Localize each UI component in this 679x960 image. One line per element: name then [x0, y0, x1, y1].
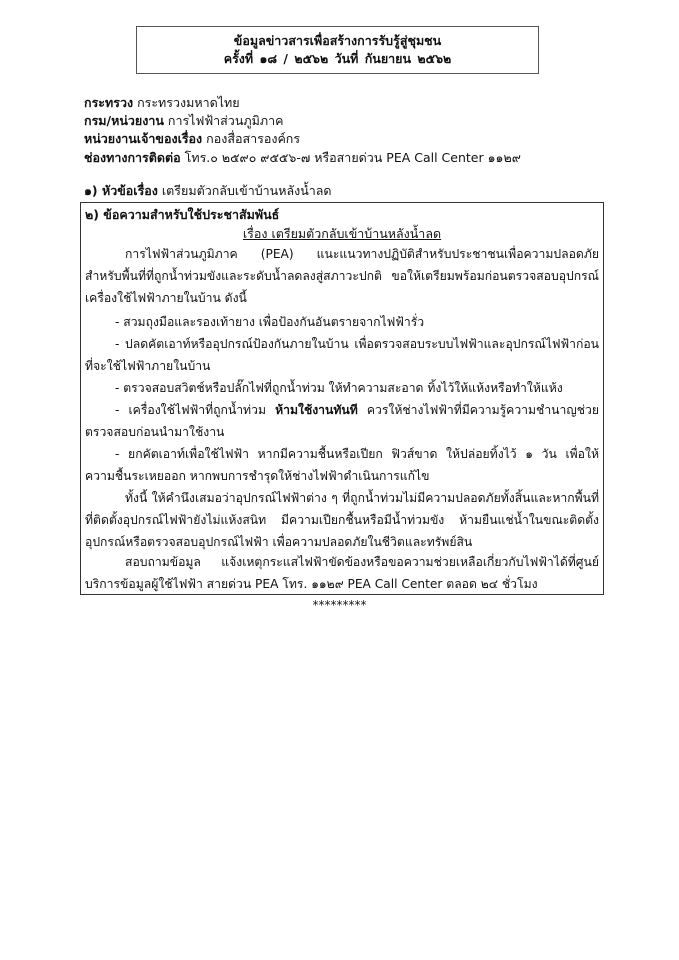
topic-value: เตรียมตัวกลับเข้าบ้านหลังน้ำลด [161, 183, 332, 198]
ministry-value: กระทรวงมหาดไทย [137, 95, 240, 110]
owner-value: กองสื่อสารองค์กร [206, 131, 301, 146]
bullet-gloves: - สวมถุงมือและรองเท้ายาง เพื่อป้องกันอันตรายจากไฟฟ้ารั่ว [115, 315, 425, 329]
header-issue-date: ครั้งที่ ๑๘ / ๒๕๖๒ วันที่ กันยายน ๒๕๖๒ [223, 51, 452, 66]
bullet-appliance-warning: ห้ามใช้งานทันที [275, 403, 358, 417]
owner-label: หน่วยงานเจ้าของเรื่อง [84, 131, 203, 146]
topic-label: ๑) หัวข้อเรื่อง [84, 183, 158, 198]
bullet-appliance-pre: - เครื่องใช้ไฟฟ้าที่ถูกน้ำท่วม [115, 403, 276, 417]
meta-department [84, 113, 283, 129]
contact-label: ช่องทางการติดต่อ [84, 150, 181, 165]
safety-paragraph: ทั้งนี้ ให้คำนึงเสมอว่าอุปกรณ์ไฟฟ้าต่าง ๆ ที่ถูกน้ำท่วมไม่มีความปลอดภัยทั้งสิ้นและหากพื้นที่ที่ติดตั้งอุปกรณ์ไฟฟ้ายังไม่แห้งสนิท มีความเปียกชื้นหรือมีน้ำท่วมขัง ห้ามยืนแช่น้ำในขณะติดตั้งอุปกรณ์หรือตรวจสอบอุปกรณ์ไฟฟ้า เพื่อความปลอดภัยในชีวิตและทรัพย์สิน [85, 491, 599, 549]
end-marker: ********* [312, 598, 367, 612]
meta-owner [84, 131, 300, 147]
bullet-switch: - ตรวจสอบสวิตช์หรือปลั๊กไฟที่ถูกน้ำท่วม ให้ทำความสะอาด ทิ้งไว้ให้แห้งหรือทำให้แห้ง [115, 381, 563, 395]
pr-message-box [80, 202, 604, 595]
topic-line [84, 183, 332, 199]
bullet-humidity: - ยกคัตเอาท์เพื่อใช้ไฟฟ้า หากมีความชื้นหรือเปียก ฟิวส์ขาด ให้ปล่อยทิ้งไว้ ๑ วัน เพื่อให้ความชื้นระเหยออก หากพบการชำรุดให้ช่างไฟฟ้าดำเนินการแก้ไข [85, 447, 599, 483]
bullet-appliance-post: ควรให้ช่างไฟฟ้าที่มีความรู้ความชำนาญช่วยตรวจสอบก่อนนำมาใช้งาน [85, 403, 599, 439]
contact-paragraph: สอบถามข้อมูล แจ้งเหตุกระแสไฟฟ้าขัดข้องหรือขอความช่วยเหลือเกี่ยวกับไฟฟ้าได้ที่ศูนย์บริการข้อมูลผู้ใช้ไฟฟ้า สายด่วน PEA โทร. ๑๑๒๙ PEA Call Center ตลอด ๒๔ ชั่วโมง [85, 555, 599, 591]
meta-contact [84, 150, 521, 166]
ministry-label: กระทรวง [84, 95, 134, 110]
department-label: กรม/หน่วยงาน [84, 113, 164, 128]
department-value: การไฟฟ้าส่วนภูมิภาค [167, 113, 284, 128]
header-title: ข้อมูลข่าวสารเพื่อสร้างการรับรู้สู่ชุมชน [233, 33, 442, 48]
header-box [136, 26, 539, 74]
bullet-appliance [85, 399, 599, 443]
pr-message-heading: ๒) ข้อความสำหรับใช้ประชาสัมพันธ์ [85, 207, 280, 222]
contact-value: โทร.๐ ๒๕๙๐ ๙๕๕๖-๗ หรือสายด่วน PEA Call Center ๑๑๒๙ [184, 150, 521, 165]
intro-paragraph: การไฟฟ้าส่วนภูมิภาค (PEA) แนะแนวทางปฏิบัติสำหรับประชาชนเพื่อความปลอดภัย สำหรับพื้นที่ที่ถูกน้ำท่วมขังและระดับน้ำลดลงสู่สภาวะปกติ ขอให้เตรียมพร้อมก่อนตรวจสอบอุปกรณ์เครื่องใช้ไฟฟ้าภายในบ้าน ดังนี้ [85, 247, 599, 305]
pr-subject: เรื่อง เตรียมตัวกลับเข้าบ้านหลังน้ำลด [242, 226, 442, 241]
meta-ministry [84, 95, 240, 111]
bullet-cutout: - ปลดคัตเอาท์หรืออุปกรณ์ป้องกันภายในบ้าน เพื่อตรวจสอบระบบไฟฟ้าและอุปกรณ์ไฟฟ้าก่อนที่จะใช้ไฟฟ้าภายในบ้าน [85, 337, 599, 373]
